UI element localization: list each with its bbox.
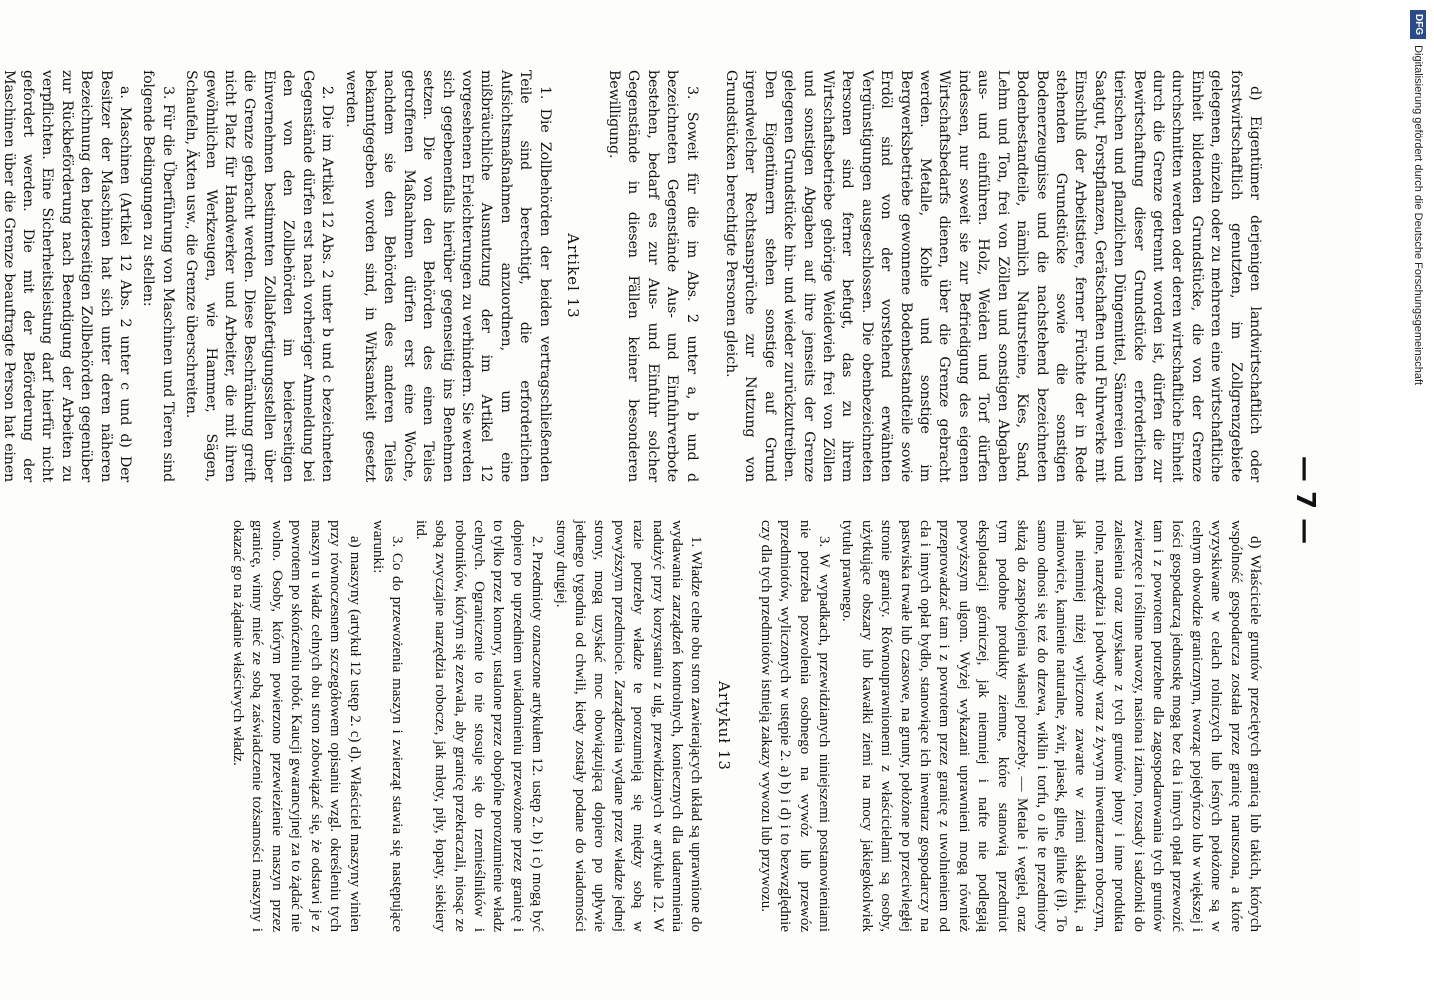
- polish-column: [64, 520, 1264, 932]
- digitization-credit: [1408, 10, 1428, 990]
- german-article-13-para-a: a. Maschinen (Artikel 12 Abs. 2 unter c und d) Der Besitzer der Maschinen hat sich unter deren näheren Bezeichnung den beiderseitigen Zollbehörden gegenüber zur Rückbeförderung nach Beendigung der Arbeiten zu verpflichten. Eine Sicherheitsleistung darf hierfür nicht gefordert werden. Die mit der Beförderung der Maschinen über die Grenze beauftragte Person hat einen: [0, 70, 134, 482]
- german-article-13-para-2: 2. Die im Artikel 12 Abs. 2 unter b und c bezeichneten Gegenstände dürfen erst nach vorheriger Anmeldung bei den von den Zollbehörden im beiderseitigen Einvernehmen bestimmten Zollabfertigungsstellen über die Grenze gebracht werden. Diese Beschränkung greift nicht Platz für Handwerker und Arbeiter, die mit ihren gewöhnlichen Werkzeugen, wie Hammer, Sägen, Schaufeln, Äxten usw., die Grenze überschreiten.: [183, 70, 336, 482]
- german-paragraph-3: 3. Soweit für die im Abs. 2 unter a, b und d bezeichneten Gegenstände Aus- und Einfuhrverbote bestehen, bedarf es zur Aus- und Einfuhr solcher Gegenstände in diesen Fällen keiner besonderen Bewilligung.: [606, 70, 700, 482]
- german-article-13-heading: Artikel 13: [563, 233, 582, 319]
- dfg-logo: DFG: [1410, 10, 1426, 39]
- polish-article-13-para-a: a) maszyny (artykuł 12 ustęp 2. c) d). Właściciel maszyny winien przy równoczesnem szczegółowem opisaniu wzgl. określeniu tych maszyn u władz celnych obu stron zobowiązać się, że odstawi je z powrotem po skończeniu robót. Kaucji gwarancyjnej za to żądać nie wolno. Osoby, którym powierzono przewiezienie maszyn przez granicę, winny mieć ze sobą zaświadczenie tożsamości maszyny i okazać go na żądanie właściwych władz.: [230, 520, 363, 932]
- credit-text: Digitalisierung gefördert durch die Deutsche Forschungsgemeinschaft: [1412, 45, 1424, 386]
- polish-article-13-para-2: 2. Przedmioty oznaczone artykułem 12. ustęp 2. b) i c) mogą być dopiero po uprzedniem uwiadomieniu przewożone przez granicę i to tylko przez komory, ustalone przez obopólne porozumienie władz celnych. Ograniczenie to nie stosuje się do rzemieślników i robotników, którym się zezwala, aby granicę przekraczali, niosąc ze sobą zwyczajne narzędzia robocze, jak młoty, piły, łopaty, siekiery itd.: [412, 520, 546, 932]
- german-article-13-para-3: 3. Für die Überführung von Maschinen und Tieren sind folgende Bedingungen zu stellen:: [140, 70, 176, 482]
- polish-paragraph-3: 3. W wypadkach, przewidzianych niniejszemi postanowieniami nie potrzeba pozwolenia osobnego na wywóz lub przewóz przedmiotów, wyliczonych w ustępie 2. a) b) i d) i to bezwzględnie czy dla tych przedmiotów istnieją zakazy wywozu lub przywozu.: [757, 520, 833, 932]
- polish-article-13-para-1: 1. Władze celne obu stron zawierających układ są uprawnione do wydawania zarządzeń kontrolnych, koniecznych dla udaremnienia nadużyć przy korzystaniu z ulg, przewidzianych w artykule 12. W razie potrzeby władze te porozumieją się między sobą w powyższym przedmiocie. Zarządzenia wydane przez władze jednej strony, mogą uzyskać moc obowiązującą dopiero po upływie jednego tygodnia od chwili, kiedy zostały podane do wiadomości strony drugiej.: [552, 520, 705, 932]
- polish-article-13-para-3: 3. Co do przewożenia maszyn i zwierząt stawia się następujące warunki:: [369, 520, 406, 932]
- page-number: — 7 —: [1290, 455, 1320, 545]
- polish-article-13-heading: Artykuł 13: [715, 681, 734, 771]
- polish-paragraph-d: d) Właściciele gruntów przeciętych granicą lub takich, których wspólność gospodarcza została przez granicę naruszona, a które wyzyskiwane w celach rolniczych lub leśnych położone są w celnym obwodzie granicznym, tworząc pojedyńczo lub w większej i lości gospodarczą jednostkę mogą bez cła i innych opłat przewozić tam i z powrotem potrzebne dla zagospodarowania tych gruntów zwierzęce i roślinne nawozy, nasiona i ziarno, rozsady i sadzonki do zalesienia oraz uzyskane z tych gruntów płony i inne produkta rolne, narzędzia i podwody wraz z żywym inwentarzem roboczym, jak niemniej niżej wyliczone zawarte w ziemi składniki, a mianowicie, kamienie naturalne, żwir, piasek, gline, glinke (ił). To samo odnosi się też do drzewa, wiklin i torfu, o ile te przedmioty służą do zaspokojenia własnej potrzeby. — Metale i węgiel, oraz tym podobne produkty ziemne, które stanowią przedmiot eksploatacji górniczej, jak niemniej i nafte nie podlegają powyższym ulgom. Wyżej wykazani uprawnieni mogą również przeprowadzać tam i z powrotem przez granicę z uwolnieniem od cła i innych opłat bydło, stanowiące ich inwentarz gospodarczy na pastwiska trwałe lub czasowe, na grunty, położone po przeciwległej stronie granicy. Równouprawnionemi z właścicielami są osoby, użytkujące obszary lub kawałki ziemi na mocy jakiegokolwiek tytułu prawnego.: [839, 520, 1263, 932]
- german-column: [0, 70, 1264, 482]
- german-article-13-para-1: 1. Die Zollbehörden der beiden vertragschließenden Teile sind berechtigt, die erforderlichen Aufsichtsmaßnahmen anzuordnen, um eine mißbräuchliche Ausnutzung der im Artikel 12 vorgesehenen Erleichterungen zu verhindern. Sie werden sich gegebenenfalls hierüber gegenseitig ins Benehmen setzen. Die von den Behörden des einen Teiles getroffenen Maßnahmen dürfen erst eine Woche, nachdem sie den Behörden des anderen Teiles bekanntgegeben worden sind, in Wirksamkeit gesetzt werden.: [342, 70, 553, 482]
- german-paragraph-d: d) Eigentümer derjenigen landwirtschaftlich oder forstwirtschaftlich genutzten, im Zollgrenzgebiete gelegenen, einzeln oder zu mehreren eine wirtschaftliche Einheit bildenden Grundstücke, die von der Grenze durchschnitten werden oder deren wirtschaftliche Einheit durch die Grenze getrennt worden ist, dürfen die zur Bewirtschaftung dieser Grundstücke erforderlichen tierischen und pflanzlichen Düngemittel, Sämereien und Saatgut, Forstpflanzen, Gerätschaften und Fuhrwerke mit Einschluß der Arbeitstiere, ferner Früchte der in Rede stehenden Grundstücke sowie die sonstigen Bodenerzeugnisse und die nachstehend bezeichneten Bodenbestandteile, nämlich Natursteine, Kies, Sand, Lehm und Ton, frei von Zöllen und sonstigen Abgaben aus- und einführen. Holz, Weiden und Torf dürfen indessen, nur soweit sie zur Befriedigung des eigenen Wirtschaftsbedarfs dienen, über die Grenze gebracht werden. Metalle, Kohle und sonstige im Bergwerksbetriebe gewonnene Bodenbestandteile sowie Erdöl sind von der vorstehend erwähnten Vergünstigungen ausgeschlossen. Die obenbezeichneten Personen sind ferner befugt, das zu ihrem Wirtschaftsbetriebe gehörige Weidevieh frei von Zöllen und sonstigen Abgaben auf ihre jenseits der Grenze gelegenen Grundstücke hin- und wieder zurückzutreiben. Den Eigentümern stehen sonstige auf Grund irgendwelcher Rechtsansprüche zur Nutzung von Grundstücken berechtigte Personen gleich.: [723, 70, 1263, 482]
